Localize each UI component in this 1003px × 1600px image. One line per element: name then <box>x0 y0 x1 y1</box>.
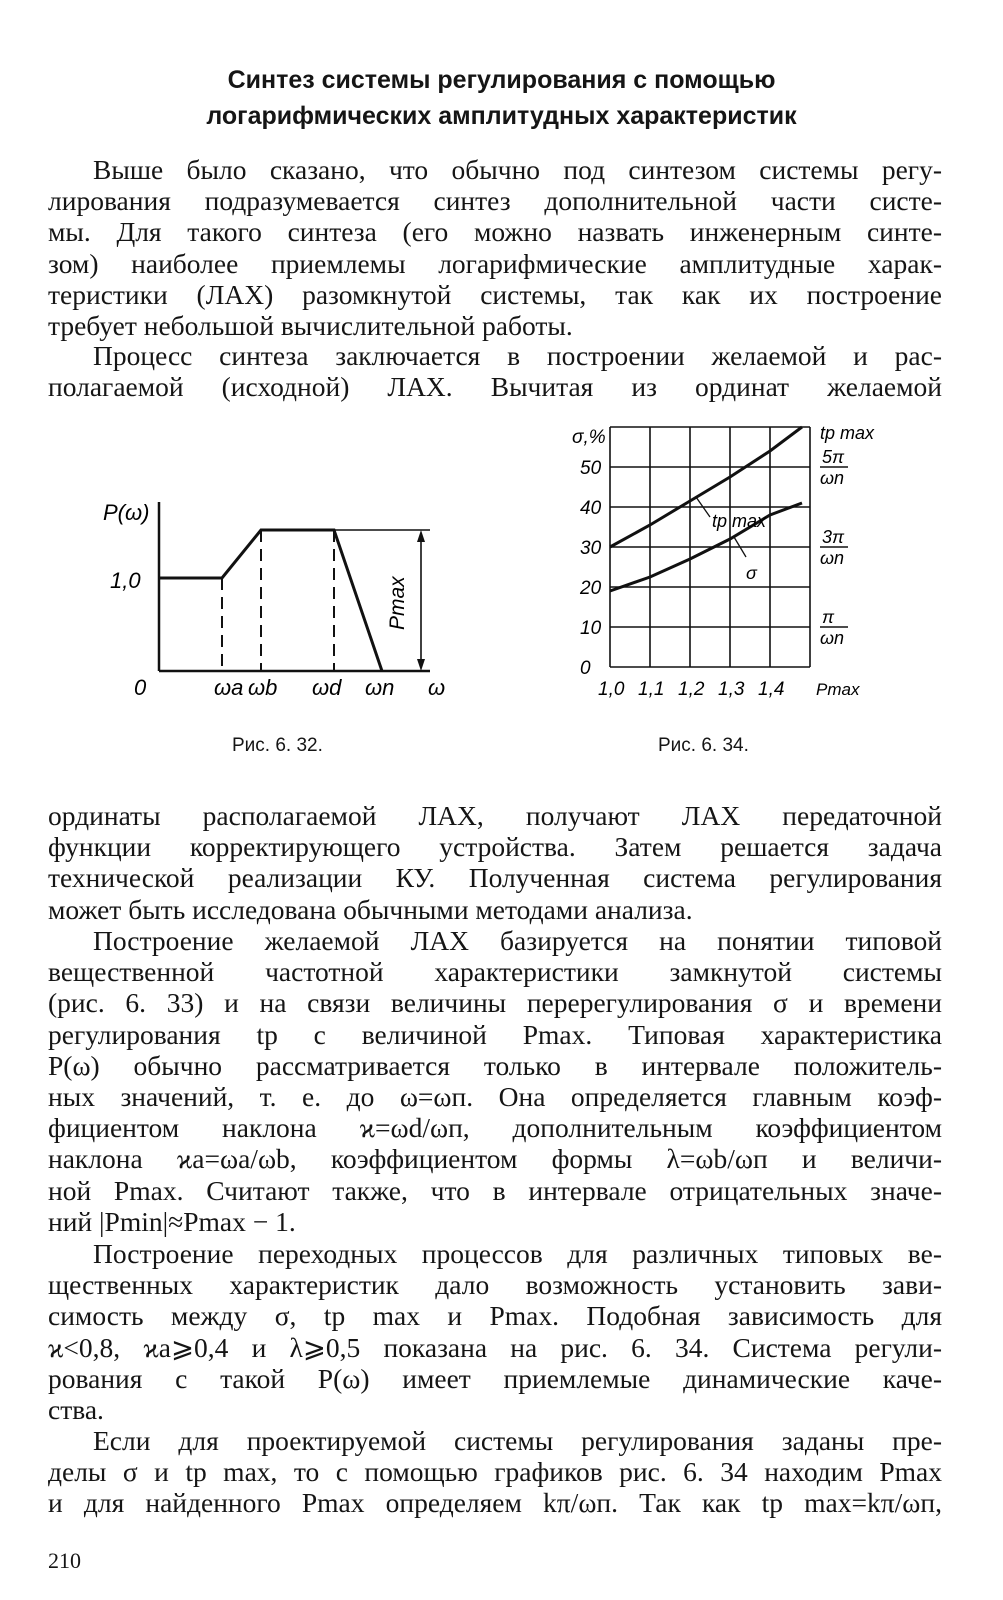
text-line: делы σ и tр max, то с помощью графиков рис. 6. 34 находим Pmax <box>48 1456 942 1488</box>
text-line: вещественной частотной характеристики замкнутой системы <box>48 956 942 988</box>
fig32-x-label-n: ωn <box>365 675 395 700</box>
fig34-y-tick-label: 50 <box>580 458 602 479</box>
fig32-arrow-up <box>417 530 425 542</box>
fig34-right-label: 5π <box>822 447 845 467</box>
text-line: Построение переходных процессов для различных типовых ве- <box>93 1238 942 1269</box>
text-line: требует небольшой вычислительной работы. <box>48 310 573 342</box>
fig34-y-axis-label: σ,% <box>572 427 606 448</box>
fig32-x-label-b: ωb <box>248 675 278 700</box>
text-line: мы. Для такого синтеза (его можно назвать инженерным синте- <box>48 216 942 248</box>
text-line: Выше было сказано, что обычно под синтезом системы регу- <box>93 154 942 185</box>
fig34-x-tick-label: 1,4 <box>758 679 785 700</box>
text-line: функции корректирующего устройства. Затем решается задача <box>48 831 942 863</box>
section-title-line2: логарифмических амплитудных характеристик <box>206 102 797 130</box>
fig34-x-axis-label: Pmax <box>816 680 860 699</box>
text-line: Построение желаемой ЛАХ базируется на понятии типовой <box>93 925 942 956</box>
fig34-x-tick-label: 1,2 <box>678 679 705 700</box>
fig34-x-tick-label: 1,3 <box>718 679 745 700</box>
text-line: (рис. 6. 33) и на связи величины перерегулирования σ и времени <box>48 987 942 1019</box>
paragraph-5 <box>48 1238 942 1425</box>
fig34-y-tick-label: 0 <box>580 658 591 679</box>
fig32-x-label-w: ω <box>428 675 446 700</box>
fig32-caption: Рис. 6. 32. <box>232 735 323 756</box>
fig34-y-tick-label: 20 <box>580 578 602 599</box>
fig34-right-label: ωn <box>820 548 845 568</box>
text-line: лирования подразумевается синтез дополнительной части систе- <box>48 185 942 217</box>
section-title <box>0 62 1003 134</box>
fig34-y-tick-label: 40 <box>580 498 602 519</box>
text-line: зом) наиболее приемлемы логарифмические амплитудные харак- <box>48 247 942 279</box>
text-line: Процесс синтеза заключается в построении желаемой и рас- <box>93 340 942 371</box>
fig34-right-label: ωn <box>820 628 845 648</box>
fig34-right-label: 3π <box>822 527 845 547</box>
text-line: фициентом наклона ϰ=ωd/ωп, дополнительным коэффициентом <box>48 1112 942 1144</box>
text-line: теристики (ЛАХ) разомкнутой системы, так как их построение <box>48 278 942 310</box>
section-title-line1: Синтез системы регулирования с помощью <box>227 66 776 94</box>
text-line: технической реализации КУ. Полученная система регулирования <box>48 862 942 894</box>
fig32-origin: 0 <box>134 675 147 700</box>
figure-6-34 <box>560 410 900 710</box>
fig34-series-label: σ <box>746 563 757 583</box>
fig32-x-label-d: ωd <box>312 675 342 700</box>
fig32-y-tick: 1,0 <box>110 568 141 593</box>
text-line: наклона ϰa=ωa/ωb, коэффициентом формы λ=ωb/ωп и величи- <box>48 1143 942 1175</box>
text-line: P(ω) обычно рассматривается только в интервале положитель- <box>48 1049 942 1081</box>
page-number: 210 <box>48 1548 81 1573</box>
paragraph-6 <box>48 1425 942 1519</box>
text-line: Если для проектируемой системы регулирования заданы пре- <box>93 1425 942 1456</box>
fig34-x-tick-label: 1,1 <box>638 679 665 700</box>
fig32-y-label: P(ω) <box>103 500 150 525</box>
fig34-y-tick-label: 10 <box>580 618 602 639</box>
paragraph-2 <box>48 340 942 402</box>
text-line: ний |Pmin|≈Pmax − 1. <box>48 1205 296 1237</box>
text-line: ординаты располагаемой ЛАХ, получают ЛАХ передаточной <box>48 800 942 831</box>
fig32-arrow-down <box>417 659 425 671</box>
paragraph-3 <box>48 800 942 925</box>
text-line: ϰ<0,8, ϰa⩾0,4 и λ⩾0,5 показана на рис. 6. 34. Система регули- <box>48 1331 942 1363</box>
fig34-caption: Рис. 6. 34. <box>658 735 749 756</box>
fig32-side-label: Pmax <box>386 576 409 630</box>
fig32-x-label-a: ωa <box>214 675 244 700</box>
text-line: может быть исследована обычными методами анализа. <box>48 893 693 925</box>
text-line: рования с такой P(ω) имеет приемлемые динамические каче- <box>48 1362 942 1394</box>
paragraph-4 <box>48 925 942 1237</box>
figure-6-32 <box>100 490 480 720</box>
text-line: и для найденного Pmax определяем kπ/ωп. Так как tр max=kπ/ωп, <box>48 1487 942 1519</box>
text-line: регулирования tр с величиной Pmax. Типовая характеристика <box>48 1018 942 1050</box>
text-line: щественных характеристик дало возможность установить зави- <box>48 1269 942 1301</box>
fig34-right-label: tp max <box>820 423 875 443</box>
fig34-y-tick-label: 30 <box>580 538 602 559</box>
fig32-curve <box>159 530 382 671</box>
paragraph-1 <box>48 154 942 341</box>
fig34-right-label: π <box>822 607 835 627</box>
text-line: полагаемой (исходной) ЛАХ. Вычитая из ординат желаемой <box>48 371 942 403</box>
text-line: ных значений, т. е. до ω=ωп. Она определяется главным коэф- <box>48 1081 942 1113</box>
fig34-x-tick-label: 1,0 <box>598 679 625 700</box>
fig34-right-label: ωn <box>820 468 845 488</box>
fig34-series-label: tp max <box>712 511 767 531</box>
text-line: ства. <box>48 1394 104 1426</box>
text-line: ной Pmax. Считают также, что в интервале отрицательных значе- <box>48 1174 942 1206</box>
fig34-series-line <box>610 427 802 547</box>
text-line: симость между σ, tр max и Pmax. Подобная зависимость для <box>48 1300 942 1332</box>
